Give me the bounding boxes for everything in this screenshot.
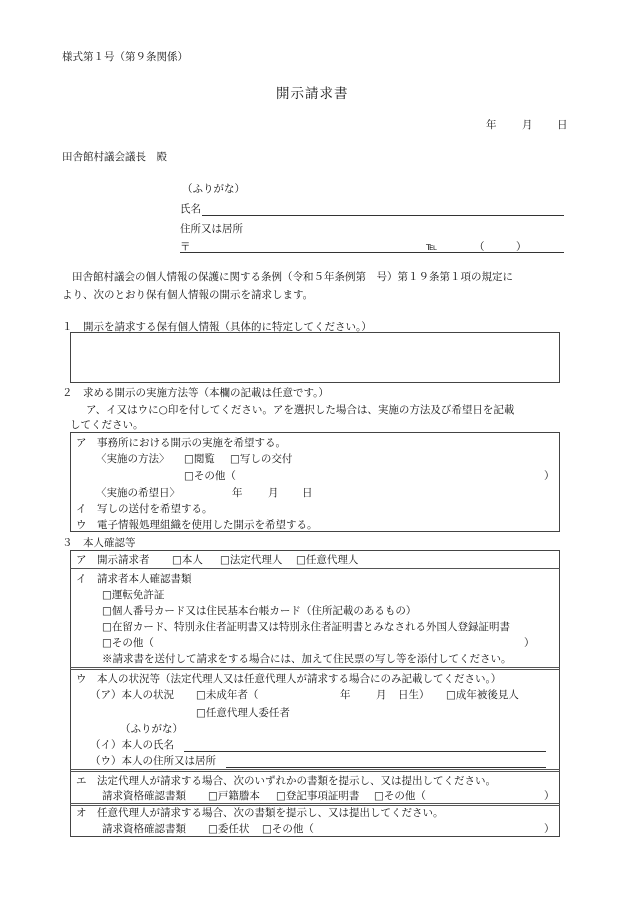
status-minor-checkbox[interactable]: □未成年者（ <box>196 689 259 701</box>
method-label: 〈実施の方法〉 <box>96 453 170 465</box>
requester-self-checkbox[interactable]: □本人 <box>172 554 203 566</box>
applicant-furigana-label: （ふりがな） <box>182 183 245 195</box>
principal-name-field[interactable] <box>184 751 546 752</box>
status-birth-day-label: 日生） <box>398 689 430 701</box>
principal-status-sub-label: （ア）本人の状況 <box>90 689 174 701</box>
date-year-label: 年 <box>486 119 497 131</box>
principal-name-label: （イ）本人の氏名 <box>90 739 174 751</box>
status-adult-guardian-checkbox[interactable]: □成年被後見人 <box>446 689 519 701</box>
legal-other-checkbox[interactable]: □その他（ <box>374 790 426 802</box>
desired-year-label: 年 <box>232 487 243 499</box>
principal-address-label: （ウ）本人の住所又は居所 <box>90 755 216 767</box>
desired-month-label: 月 <box>268 487 279 499</box>
option-b-mail[interactable]: イ 写しの送付を希望する。 <box>76 503 213 515</box>
desired-day-label: 日 <box>302 487 313 499</box>
date-month-label: 月 <box>522 119 533 131</box>
principal-address-field[interactable] <box>226 767 546 768</box>
id-other-close-paren: ） <box>524 637 535 649</box>
voluntary-agent-docs-label: オ 任意代理人が請求する場合、次の書類を提示し、又は提出してください。 <box>76 807 444 819</box>
method-other-checkbox[interactable]: □その他（ <box>184 470 236 482</box>
requester-legal-agent-checkbox[interactable]: □法定代理人 <box>220 554 283 566</box>
id-documents-label: イ 請求者本人確認書類 <box>76 573 192 585</box>
status-voluntary-principal-checkbox[interactable]: □任意代理人委任者 <box>196 707 290 719</box>
method-view-checkbox[interactable]: □閲覧 <box>184 453 215 465</box>
section2-note-1: ア、イ又はウに○印を付してください。アを選択した場合は、実施の方法及び希望日を記載 <box>86 404 515 416</box>
legal-agent-docs-sub-label: 請求資格確認書類 <box>102 790 186 802</box>
status-birth-month-label: 月 <box>376 689 387 701</box>
requester-voluntary-agent-checkbox[interactable]: □任意代理人 <box>296 554 359 566</box>
form-number: 様式第１号（第９条関係） <box>62 51 188 63</box>
tel-icon: ℡ <box>426 241 438 253</box>
applicant-address-field[interactable] <box>180 252 564 253</box>
id-residence-card-checkbox[interactable]: □在留カード、特別永住者証明書又は特別永住者証明書とみなされる外国人登録証明書 <box>102 621 510 633</box>
intro-line-2: より、次のとおり保有個人情報の開示を請求します。 <box>62 289 314 301</box>
voluntary-other-close-paren: ） <box>544 823 555 835</box>
id-mynumber-card-checkbox[interactable]: □個人番号カード又は住民基本台帳カード（住所記載のあるもの） <box>102 605 417 617</box>
section2-heading: ２ 求める開示の実施方法等（本欄の記載は任意です。） <box>62 387 329 399</box>
method-copy-checkbox[interactable]: □写しの交付 <box>230 453 293 465</box>
requested-info-field[interactable] <box>70 332 560 383</box>
addressee: 田舎館村議会議長 殿 <box>62 151 167 163</box>
requester-type-label: ア 開示請求者 <box>76 554 150 566</box>
option-c-online[interactable]: ウ 電子情報処理組織を使用した開示を希望する。 <box>76 519 318 531</box>
principal-furigana-label: （ふりがな） <box>120 723 183 735</box>
method-other-close-paren: ） <box>544 470 555 482</box>
family-register-checkbox[interactable]: □戸籍謄本 <box>208 790 260 802</box>
postal-mark: 〒 <box>180 241 191 253</box>
legal-other-close-paren: ） <box>544 790 555 802</box>
section2-note-2: してください。 <box>70 419 144 431</box>
form-title: 開示請求書 <box>276 86 349 102</box>
intro-line-1: 田舎館村議会の個人情報の保護に関する条例（令和５年条例第 号）第１９条第１項の規定に <box>72 271 513 283</box>
applicant-name-field[interactable] <box>202 215 564 216</box>
power-of-attorney-checkbox[interactable]: □委任状 <box>208 823 250 835</box>
id-documents-note: ※請求書を送付して請求をする場合には、加えて住民票の写し等を添付してください。 <box>102 653 512 665</box>
row-divider <box>70 568 560 569</box>
option-a-onsite[interactable]: ア 事務所における開示の実施を希望する。 <box>76 437 286 449</box>
id-other-checkbox[interactable]: □その他（ <box>102 637 154 649</box>
registry-certificate-checkbox[interactable]: □登記事項証明書 <box>276 790 360 802</box>
section3-heading: ３ 本人確認等 <box>62 537 136 549</box>
applicant-address-label: 住所又は居所 <box>180 223 243 235</box>
date-day-label: 日 <box>557 119 568 131</box>
voluntary-other-checkbox[interactable]: □その他（ <box>262 823 314 835</box>
row-divider-double <box>70 667 560 670</box>
tel-area-code-paren: （ ） <box>474 241 527 253</box>
principal-status-label: ウ 本人の状況等（法定代理人又は任意代理人が請求する場合にのみ記載してください。） <box>76 673 502 685</box>
row-divider-double <box>70 769 560 772</box>
section1-heading: １ 開示を請求する保有個人情報（具体的に特定してください。） <box>62 321 372 333</box>
voluntary-agent-docs-sub-label: 請求資格確認書類 <box>102 823 186 835</box>
applicant-name-label: 氏名 <box>180 203 201 215</box>
status-birth-year-label: 年 <box>340 689 351 701</box>
id-drivers-license-checkbox[interactable]: □運転免許証 <box>102 589 165 601</box>
desired-date-label: 〈実施の希望日〉 <box>96 487 180 499</box>
legal-agent-docs-label: エ 法定代理人が請求する場合、次のいずれかの書類を提示し、又は提出してください。 <box>76 775 496 787</box>
